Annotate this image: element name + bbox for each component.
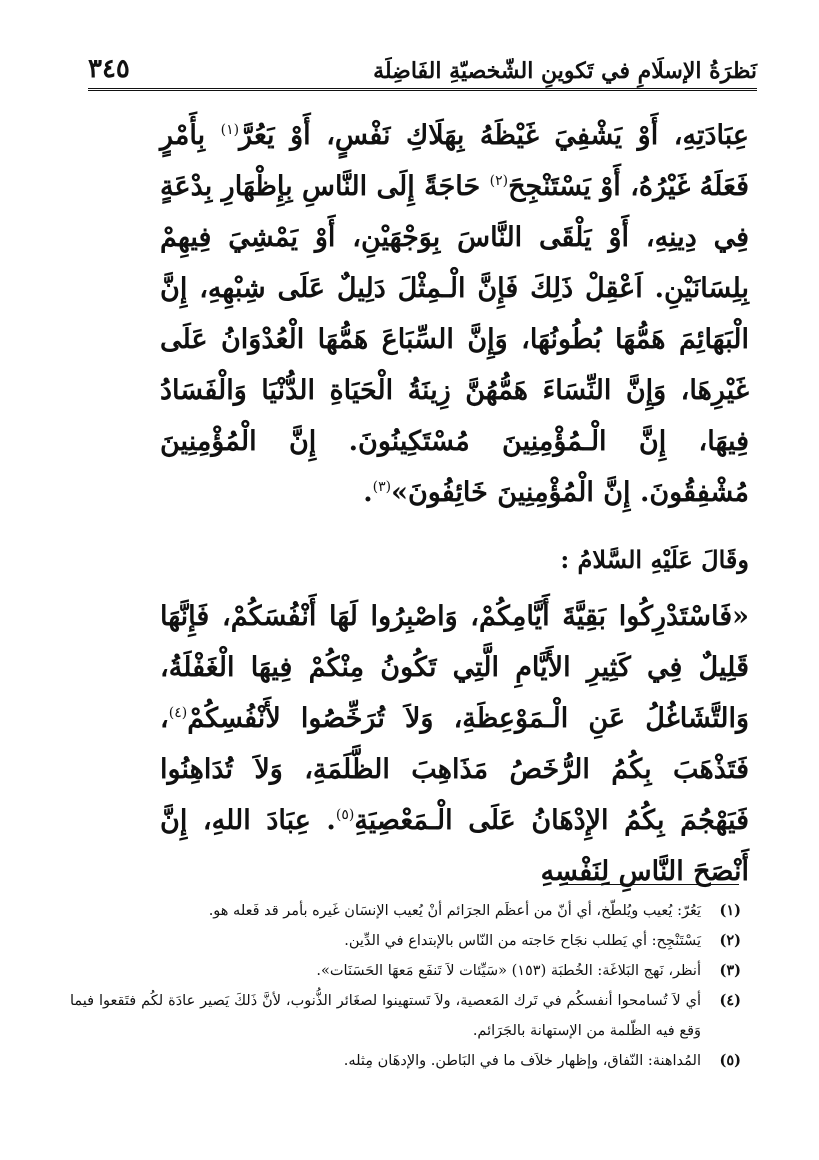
text-run: بِأَمْرٍ فَعَلَهُ غَيْرُهُ، أَوْ يَسْتَنْجِحَ <box>160 120 749 202</box>
paragraph-1 <box>160 110 749 518</box>
footnote-text: أي لاَ تُسامحوا أنفسكُم في تَرك المَعصية، ولاَ تَستهينوا لصغَائر الذُّنوب، لأنَّ ذَلكَ يَصير عادَة لكُم فتَقعوا فيما وَقع فيه الظّلمة من الإستهانة بالجَرَائم. <box>70 993 701 1039</box>
main-text <box>160 110 749 897</box>
footnote-text: يَسْتَنْجِح: أي يَطلب نجَاح حَاجته من النّاس بالإبتداع في الدِّين. <box>344 933 701 949</box>
footnote-text: المُداهنة: النّفاق، وإظهار خلاَف ما في البَاطن. والإدهَان مِثله. <box>343 1053 701 1069</box>
footnote-item <box>70 1046 741 1076</box>
page-number: ٣٤٥ <box>88 54 130 84</box>
footnote-item <box>70 896 741 926</box>
footnote-item <box>70 986 741 1046</box>
text-run: حَاجَةً إِلَى النَّاسِ بِإِظْهَارِ بِدْعَةٍ فِي دِينِهِ، أَوْ يَلْقَى النَّاسَ بِوَجْهَيْنِ، أَوْ يَمْشِيَ فِيهِمْ بِلِسَانَيْنِ. اَعْقِلْ ذَلِكَ فَإِنَّ الْـمِثْلَ دَلِيلٌ عَلَى شِبْهِهِ، إِنَّ الْبَهَائِمَ هَمُّهَا بُطُونُهَا، وَإِنَّ السِّبَاعَ هَمُّهَا الْعُدْوَانُ عَلَى غَيْرِهَا، وَإِنَّ النِّسَاءَ هَمُّهُنَّ زِينَةُ الْحَيَاةِ الدُّنْيَا وَالْفَسَادُ فِيهَا، إِنَّ الْـمُؤْمِنِينَ مُسْتَكِينُونَ. إِنَّ الْمُؤْمِنِينَ مُشْفِقُونَ. إِنَّ الْمُؤْمِنِينَ خَائِفُونَ» <box>160 171 749 508</box>
text-run: عِبَادَتِهِ، أَوْ يَشْفِيَ غَيْظَهُ بِهَلَاكِ نَفْسٍ، أَوْ يَعُرَّ <box>239 120 749 151</box>
footnote-text: يَعُرّ: يُعيب ويُلطّخ، أي أنّ من أعظَم الجرَائم أنْ يُعيب الإنسَان غَيره بأمر قد فَعله هو. <box>208 903 701 919</box>
footnotes <box>70 896 741 1076</box>
footnote-number: (١) <box>719 902 741 919</box>
text-run: . <box>363 477 373 508</box>
footnote-ref-2[interactable]: (٢) <box>489 173 509 189</box>
paragraph-2 <box>160 591 749 897</box>
lead-in: وقَالَ عَلَيْهِ السَّلامُ : <box>560 545 749 574</box>
footnote-text: أنظر، نَهج البَلاغَة: الخُطبَة (١٥٣) «سَيِّئات لاَ تَنفَع مَعهَا الحَسَنَات». <box>316 963 701 979</box>
footnote-number: (٤) <box>719 992 741 1009</box>
running-head <box>88 40 757 91</box>
footnote-ref-5[interactable]: (٥) <box>335 807 355 823</box>
footnote-ref-3[interactable]: (٣) <box>372 479 392 495</box>
text-run: . عِبَادَ اللهِ، إِنَّ أَنْصَحَ النَّاسِ لِنَفْسِهِ <box>160 805 749 887</box>
running-head-title: نَظرَةُ الإسلَامِ في تَكوينِ الشّخصيّةِ الفَاضِلَة <box>373 58 757 84</box>
text-run: «فَاسْتَدْرِكُوا بَقِيَّةَ أَيَّامِكُمْ، وَاصْبِرُوا لَهَا أَنْفُسَكُمْ، فَإِنَّهَا قَلِيلٌ فِي كَثِيرِ الأَيَّامِ الَّتِي تَكُونُ مِنْكُمْ فِيهَا الْغَفْلَةُ، وَالتَّشَاغُلُ عَنِ الْـمَوْعِظَةِ، وَلاَ تُرَخِّصُوا لأَنْفُسِكُمْ <box>160 601 749 734</box>
footnote-item <box>70 956 741 986</box>
footnote-divider <box>559 884 739 885</box>
footnote-number: (٣) <box>719 962 741 979</box>
footnote-item <box>70 926 741 956</box>
footnote-ref-1[interactable]: (١) <box>220 122 240 138</box>
footnote-number: (٢) <box>719 932 741 949</box>
footnote-number: (٥) <box>719 1052 741 1069</box>
footnote-ref-4[interactable]: (٤) <box>168 705 188 721</box>
text-run: ، فَتَذْهَبَ بِكُمُ الرُّخَصُ مَذَاهِبَ الظَّلَمَةِ، وَلاَ تُدَاهِنُوا فَيَهْجُمَ بِكُمُ الإِدْهَانُ عَلَى الْـمَعْصِيَةِ <box>160 703 749 836</box>
